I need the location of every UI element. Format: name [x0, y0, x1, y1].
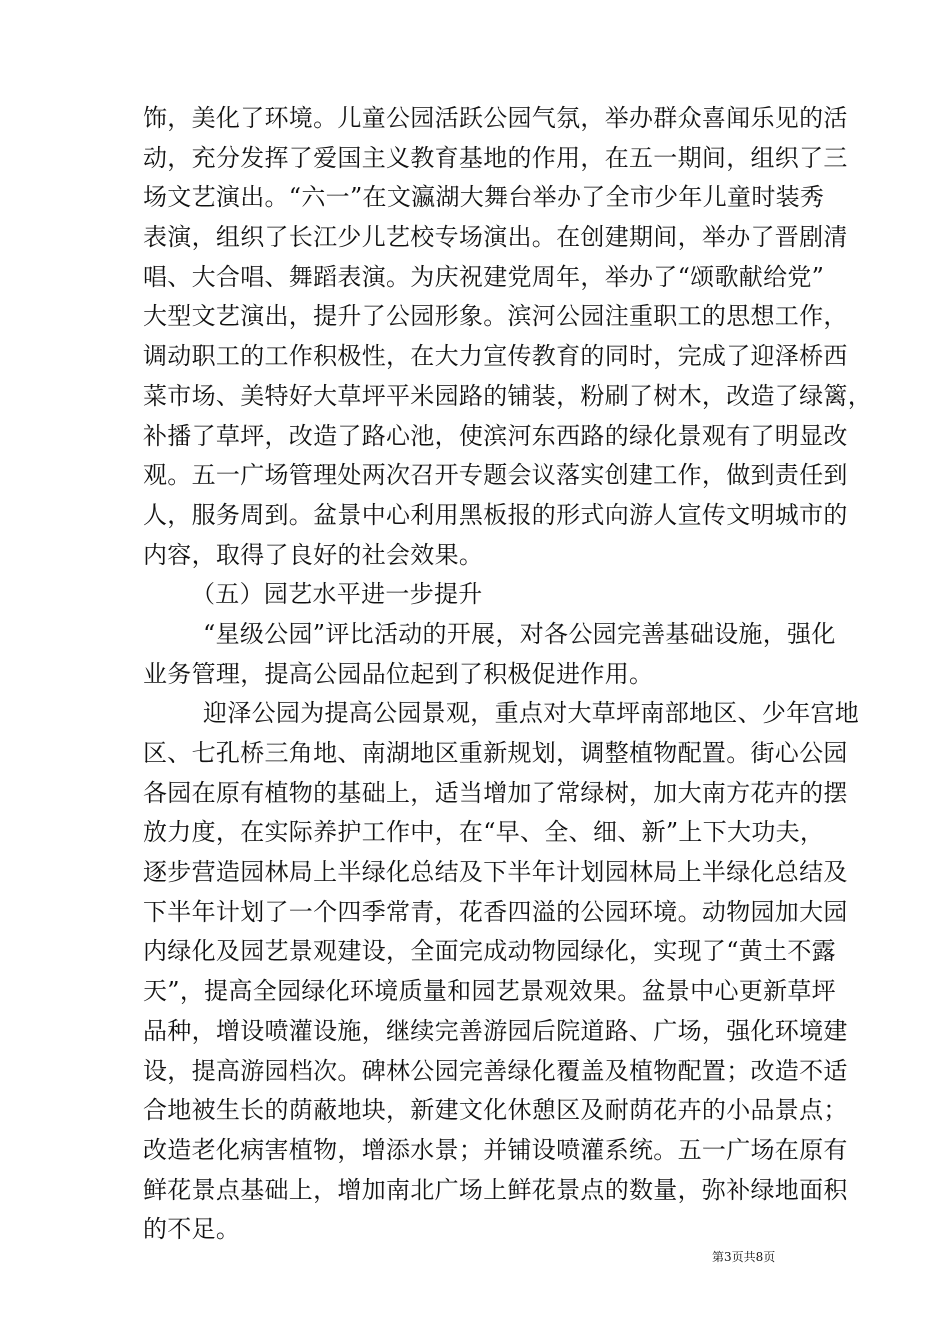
- section-heading: （五）园艺水平进一步提升: [191, 580, 483, 609]
- text-line: 大型文艺演出，提升了公园形象。滨河公园注重职工的思想工作，: [143, 302, 848, 331]
- text-line: 品种，增设喷灌设施，继续完善游园后院道路、广场，强化环境建: [143, 1016, 848, 1045]
- text-line: 表演，组织了长江少儿艺校专场演出。在创建期间，举办了晋剧清: [143, 223, 848, 252]
- body-text: [143, 99, 872, 1250]
- text-line: 调动职工的工作积极性，在大力宣传教育的同时，完成了迎泽桥西: [143, 342, 848, 371]
- text-line: 动，充分发挥了爱国主义教育基地的作用，在五一期间，组织了三: [143, 143, 848, 172]
- text-line: 饰，美化了环境。儿童公园活跃公园气氛，举办群众喜闻乐见的活: [143, 104, 848, 132]
- text-line: 的不足。: [143, 1215, 241, 1244]
- text-line: 设，提高游园档次。碑林公园完善绿化覆盖及植物配置；改造不适: [143, 1056, 848, 1085]
- text-line: 菜市场、美特好大草坪平米园路的铺装，粉刷了树木，改造了绿篱，: [143, 381, 872, 410]
- page-number-footer: 第3页共8页: [712, 1250, 776, 1264]
- text-line: 场文艺演出。“六一”在文瀛湖大舞台举办了全市少年儿童时装秀: [143, 183, 825, 212]
- text-line: 补播了草坪，改造了路心池，使滨河东西路的绿化景观有了明显改: [143, 421, 848, 450]
- paragraph-start: 迎泽公园为提高公园景观，重点对大草坪南部地区、少年宫地: [203, 699, 860, 728]
- text-line: 鲜花景点基础上，增加南北广场上鲜花景点的数量，弥补绿地面积: [143, 1175, 848, 1204]
- text-line: 区、七孔桥三角地、南湖地区重新规划，调整植物配置。街心公园: [143, 739, 848, 767]
- text-line: 逐步营造园林局上半绿化总结及下半年计划园林局上半绿化总结及: [143, 858, 848, 887]
- text-line: 合地被生长的荫蔽地块，新建文化休憩区及耐荫花卉的小品景点；: [143, 1096, 848, 1125]
- text-line: 业务管理，提高公园品位起到了积极促进作用。: [143, 659, 654, 688]
- text-line: 内容，取得了良好的社会效果。: [143, 540, 484, 569]
- text-line: 放力度，在实际养护工作中，在“早、全、细、新”上下大功夫，: [143, 818, 825, 847]
- text-line: 天”，提高全园绿化环境质量和园艺景观效果。盆景中心更新草坪: [143, 977, 836, 1006]
- text-line: 下半年计划了一个四季常青，花香四溢的公园环境。动物园加大园: [143, 897, 848, 926]
- text-line: 唱、大合唱、舞蹈表演。为庆祝建党周年，举办了“颂歌献给党”: [143, 262, 825, 291]
- paragraph-start: “星级公园”评比活动的开展，对各公园完善基础设施，强化: [203, 619, 836, 648]
- text-line: 改造老化病害植物，增添水景；并铺设喷灌系统。五一广场在原有: [143, 1135, 848, 1164]
- text-line: 人，服务周到。盆景中心利用黑板报的形式向游人宣传文明城市的: [143, 500, 848, 529]
- text-line: 内绿化及园艺景观建设，全面完成动物园绿化，实现了“黄土不露: [143, 937, 836, 966]
- text-line: 观。五一广场管理处两次召开专题会议落实创建工作，做到责任到: [143, 461, 848, 490]
- text-line: 各园在原有植物的基础上，适当增加了常绿树，加大南方花卉的摆: [143, 778, 848, 807]
